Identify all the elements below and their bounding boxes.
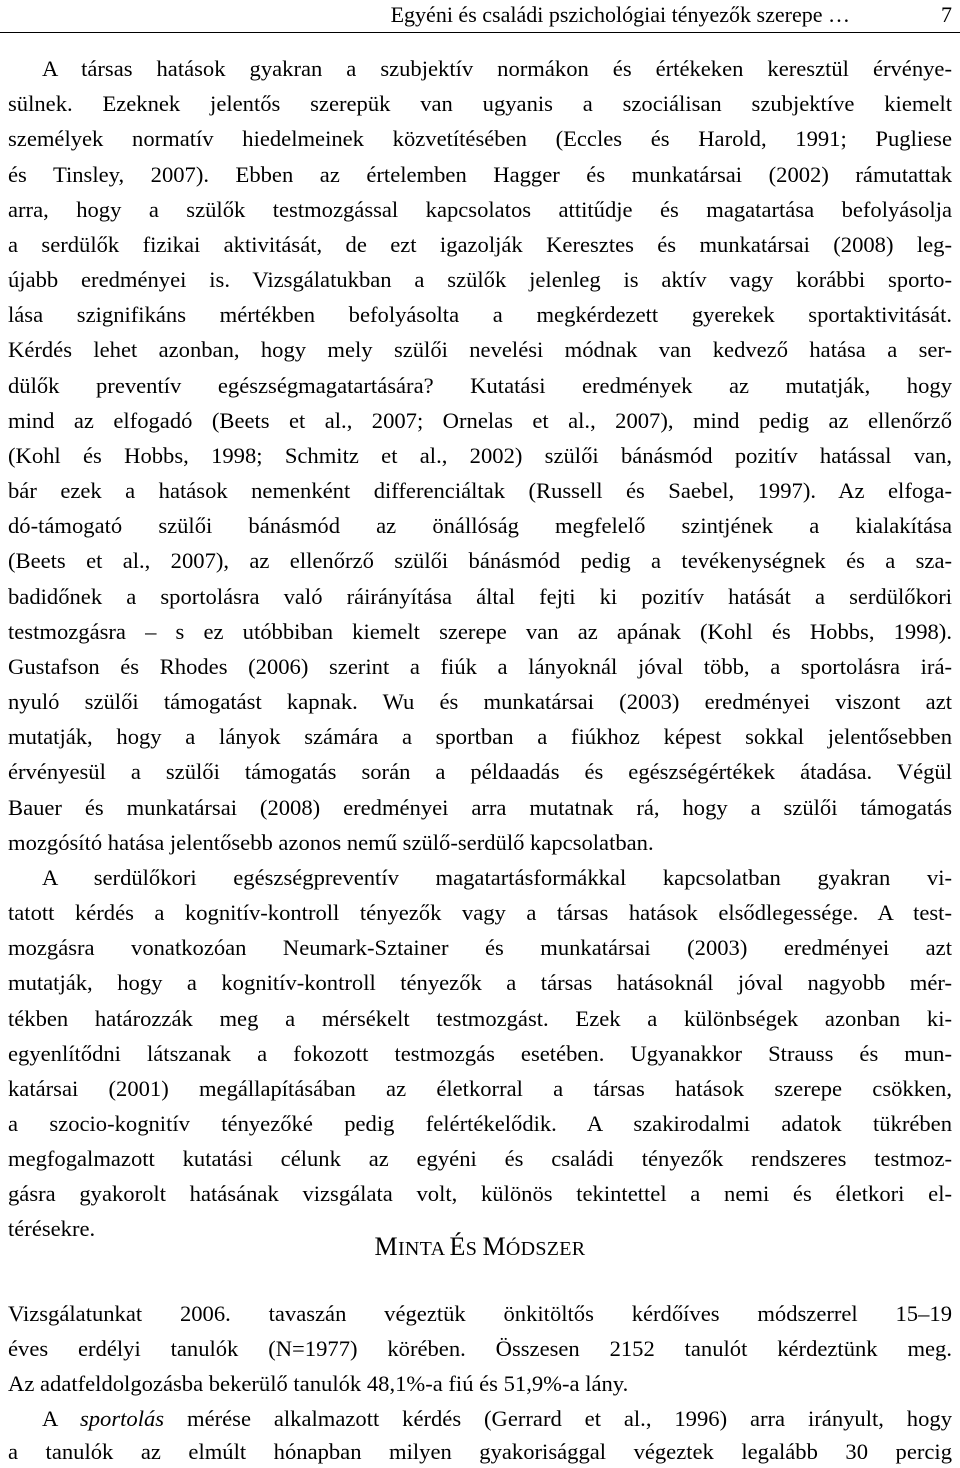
- text-line: a tanulók az elmúlt hónapban milyen gyakorisággal végeztek legalább 30 percig: [8, 1439, 952, 1464]
- text-run: mérése alkalmazott kérdés (Gerrard et al., 1996) arra irányult, hogy: [164, 1406, 952, 1431]
- text-line: (Kohl és Hobbs, 1998; Schmitz et al., 2002) szülői bánásmód pozitív hatással van,: [8, 443, 952, 468]
- text-line: és Tinsley, 2007). Ebben az értelemben Hagger és munkatársai (2002) rámutattak: [8, 162, 952, 187]
- text-line: A társas hatások gyakran a szubjektív normákon és értékeken keresztül érvénye-: [42, 56, 952, 81]
- text-line: térésekre.: [8, 1216, 96, 1241]
- text-line: mutatják, hogy a kognitív-kontroll tényezők a társas hatásoknál jóval nagyobb mér-: [8, 970, 952, 995]
- text-line: bár ezek a hatások nemenként differenciáltak (Russell és Saebel, 1997). Az elfoga-: [8, 478, 952, 503]
- text-line: testmozgásra – s ez utóbbiban kiemelt szerepe van az apának (Kohl és Hobbs, 1998).: [8, 619, 952, 644]
- text-line: újabb eredményei is. Vizsgálatukban a szülők jelenleg is aktív vagy korábbi sporto-: [8, 267, 952, 292]
- text-line: mozgásra vonatkozóan Neumark-Sztainer és munkatársai (2003) eredményei azt: [8, 935, 952, 960]
- text-line: gásra gyakorolt hatásának vizsgálata volt, különös tekintettel a nemi és életkori el-: [8, 1181, 952, 1206]
- text-line: érvényesül a szülői támogatás során a példaadás és egészségértékek átadása. Végül: [8, 759, 952, 784]
- text-line: mozgósító hatása jelentősebb azonos nemű szülő-serdülő kapcsolatban.: [8, 830, 654, 855]
- text-line: nyuló szülői támogatást kapnak. Wu és munkatársai (2003) eredményei viszont azt: [8, 689, 952, 714]
- text-line: A serdülőkori egészségpreventív magatartásformákkal kapcsolatban gyakran vi-: [42, 865, 952, 890]
- text-line: tékben határozzák meg a mérsékelt testmozgást. Ezek a különbségek azonban ki-: [8, 1006, 952, 1031]
- text-line: Vizsgálatunkat 2006. tavaszán végeztük önkitöltős kérdőíves módszerrel 15–19: [8, 1301, 952, 1326]
- heading-initial: É: [449, 1232, 466, 1261]
- italic-term: sportolás: [79, 1406, 165, 1431]
- text-line: dó-támogató szülői bánásmód az önállóság megfelelő szintjének a kialakítása: [8, 513, 952, 538]
- text-line: Bauer és munkatársai (2008) eredményei arra mutatnak rá, hogy a szülői támogatás: [8, 795, 952, 820]
- text-line: mutatják, hogy a lányok számára a sportban a fiúkhoz képest sokkal jelentősebben: [8, 724, 952, 749]
- heading-smallcaps: INTA: [397, 1238, 450, 1260]
- text-line: Gustafson és Rhodes (2006) szerint a fiúk a lányoknál jóval több, a sportolásra irá-: [8, 654, 952, 679]
- text-line: egyenlítődni látszanak a fokozott testmozgás esetében. Ugyanakkor Strauss és mun-: [8, 1041, 952, 1066]
- running-head: [0, 0, 960, 33]
- text-line: arra, hogy a szülők testmozgással kapcsolatos attitűdje és magatartása befolyásolja: [8, 197, 952, 222]
- text-line: dülők preventív egészségmagatartására? Kutatási eredmények az mutatják, hogy: [8, 373, 952, 398]
- text-line: (Beets et al., 2007), az ellenőrző szülői bánásmód pedig a tevékenységnek és a sza-: [8, 548, 952, 573]
- text-line: mind az elfogadó (Beets et al., 2007; Ornelas et al., 2007), mind pedig az ellenőrző: [8, 408, 952, 433]
- text-line: tatott kérdés a kognitív-kontroll tényezők vagy a társas hatások elsődlegessége. A test-: [8, 900, 952, 925]
- text-line: éves erdélyi tanulók (N=1977) körében. Összesen 2152 tanulót kérdeztünk meg.: [8, 1336, 952, 1361]
- section-heading: [0, 1230, 960, 1266]
- text-line: [42, 1403, 952, 1435]
- heading-smallcaps: S: [465, 1238, 483, 1260]
- text-line: lása szignifikáns mértékben befolyásolta a megkérdezett gyerekek sportaktivitását.: [8, 302, 952, 327]
- text-run: A: [42, 1406, 80, 1431]
- running-head-title: Egyéni és családi pszichológiai tényezők szerepe …: [390, 2, 850, 27]
- text-line: badidőnek a sportolásra való ráirányítása által fejti ki pozitív hatását a serdülőkori: [8, 584, 952, 609]
- heading-initial: M: [374, 1232, 398, 1261]
- text-line: sülnek. Ezeknek jelentős szerepük van ugyanis a szociálisan szubjektíve kiemelt: [8, 91, 952, 116]
- text-line: személyek normatív hiedelmeinek közvetítésében (Eccles és Harold, 1991; Pugliese: [8, 126, 952, 151]
- heading-smallcaps: ÓDSZER: [505, 1238, 586, 1260]
- text-line: katársai (2001) megállapításában az életkorral a társas hatások szerepe csökken,: [8, 1076, 952, 1101]
- text-line: a szocio-kognitív tényezőké pedig felértékelődik. A szakirodalmi adatok tükrében: [8, 1111, 952, 1136]
- text-line: a serdülők fizikai aktivitását, de ezt igazolják Keresztes és munkatársai (2008) leg-: [8, 232, 952, 257]
- text-line: Az adatfeldolgozásba bekerülő tanulók 48,1%-a fiú és 51,9%-a lány.: [8, 1371, 629, 1396]
- text-line: megfogalmazott kutatási célunk az egyéni és családi tényezők rendszeres testmoz-: [8, 1146, 952, 1171]
- heading-initial: M: [482, 1232, 506, 1261]
- page-number: 7: [941, 2, 952, 27]
- text-line: Kérdés lehet azonban, hogy mely szülői nevelési módnak van kedvező hatása a ser-: [8, 337, 952, 362]
